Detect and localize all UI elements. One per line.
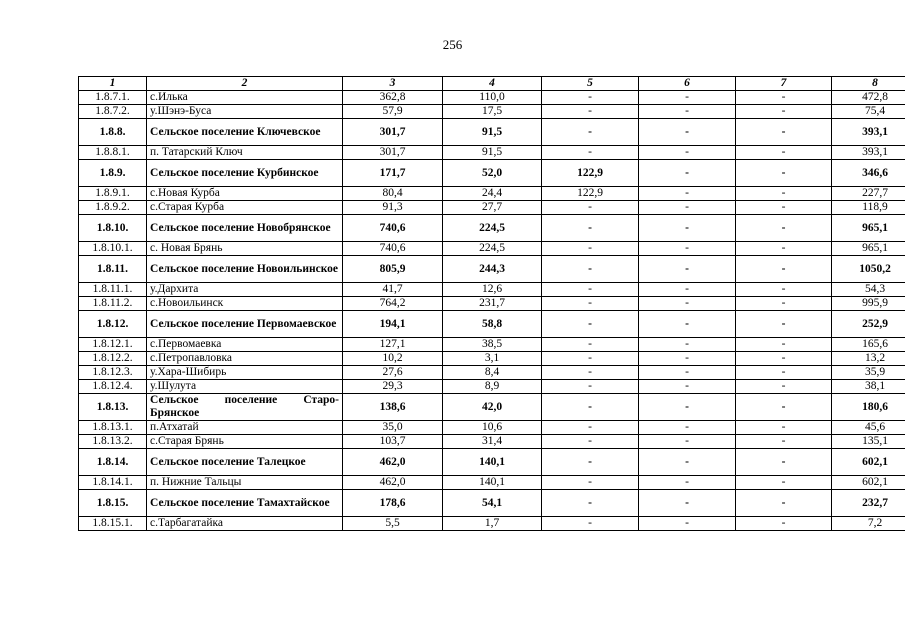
cell-value: - bbox=[639, 394, 736, 421]
cell-value: - bbox=[639, 421, 736, 435]
cell-value: - bbox=[639, 476, 736, 490]
cell-value: 602,1 bbox=[832, 476, 905, 490]
cell-value: 91,5 bbox=[443, 146, 542, 160]
cell-value: 80,4 bbox=[343, 187, 443, 201]
table-row bbox=[79, 476, 905, 490]
table-row-settlement bbox=[79, 160, 905, 187]
cell-value: - bbox=[736, 394, 832, 421]
cell-name: с.Новая Курба bbox=[147, 187, 343, 201]
data-table bbox=[78, 76, 905, 531]
cell-name: с.Старая Брянь bbox=[147, 435, 343, 449]
cell-name: п. Нижние Тальцы bbox=[147, 476, 343, 490]
cell-value: - bbox=[542, 352, 639, 366]
table-row bbox=[79, 380, 905, 394]
cell-value: 965,1 bbox=[832, 242, 905, 256]
cell-value: - bbox=[736, 517, 832, 531]
table-row-settlement bbox=[79, 256, 905, 283]
cell-value: 12,6 bbox=[443, 283, 542, 297]
cell-value: - bbox=[736, 160, 832, 187]
cell-value: - bbox=[542, 366, 639, 380]
column-header: 5 bbox=[542, 77, 639, 91]
cell-value: - bbox=[736, 187, 832, 201]
cell-code: 1.8.11.2. bbox=[79, 297, 147, 311]
cell-code: 1.8.14. bbox=[79, 449, 147, 476]
cell-value: - bbox=[542, 201, 639, 215]
cell-value: - bbox=[542, 215, 639, 242]
cell-code: 1.8.12.2. bbox=[79, 352, 147, 366]
cell-value: 42,0 bbox=[443, 394, 542, 421]
cell-value: - bbox=[542, 146, 639, 160]
cell-value: 194,1 bbox=[343, 311, 443, 338]
cell-code: 1.8.9.1. bbox=[79, 187, 147, 201]
cell-value: 393,1 bbox=[832, 146, 905, 160]
cell-value: 362,8 bbox=[343, 91, 443, 105]
cell-value: 27,7 bbox=[443, 201, 542, 215]
cell-value: - bbox=[639, 311, 736, 338]
cell-value: 224,5 bbox=[443, 242, 542, 256]
table-row bbox=[79, 283, 905, 297]
cell-value: 24,4 bbox=[443, 187, 542, 201]
table-row bbox=[79, 105, 905, 119]
page-number: 256 bbox=[442, 37, 463, 52]
cell-value: - bbox=[639, 449, 736, 476]
cell-value: - bbox=[639, 187, 736, 201]
cell-code: 1.8.12.3. bbox=[79, 366, 147, 380]
cell-value: 602,1 bbox=[832, 449, 905, 476]
cell-value: 227,7 bbox=[832, 187, 905, 201]
cell-value: - bbox=[639, 517, 736, 531]
cell-value: - bbox=[542, 283, 639, 297]
cell-name: у.Дархита bbox=[147, 283, 343, 297]
cell-name: у.Хара-Шибирь bbox=[147, 366, 343, 380]
cell-code: 1.8.10.1. bbox=[79, 242, 147, 256]
cell-value: - bbox=[736, 380, 832, 394]
cell-value: 52,0 bbox=[443, 160, 542, 187]
cell-value: 140,1 bbox=[443, 476, 542, 490]
cell-value: - bbox=[736, 297, 832, 311]
cell-name: Сельское поселение Тамахтайское bbox=[147, 490, 343, 517]
cell-value: - bbox=[639, 283, 736, 297]
cell-value: - bbox=[542, 517, 639, 531]
cell-value: 805,9 bbox=[343, 256, 443, 283]
cell-value: 41,7 bbox=[343, 283, 443, 297]
cell-value: 75,4 bbox=[832, 105, 905, 119]
cell-value: - bbox=[736, 338, 832, 352]
cell-value: 140,1 bbox=[443, 449, 542, 476]
cell-value: - bbox=[639, 91, 736, 105]
table-row-settlement bbox=[79, 394, 905, 421]
cell-value: 127,1 bbox=[343, 338, 443, 352]
cell-code: 1.8.8. bbox=[79, 119, 147, 146]
cell-value: 13,2 bbox=[832, 352, 905, 366]
cell-value: 393,1 bbox=[832, 119, 905, 146]
cell-value: - bbox=[736, 311, 832, 338]
cell-value: - bbox=[639, 201, 736, 215]
cell-name: Сельское поселение Первомаевское bbox=[147, 311, 343, 338]
cell-code: 1.8.8.1. bbox=[79, 146, 147, 160]
cell-value: 58,8 bbox=[443, 311, 542, 338]
cell-value: - bbox=[736, 105, 832, 119]
cell-value: - bbox=[736, 91, 832, 105]
cell-value: 91,5 bbox=[443, 119, 542, 146]
cell-value: - bbox=[542, 476, 639, 490]
cell-value: - bbox=[639, 297, 736, 311]
cell-name: у.Шулута bbox=[147, 380, 343, 394]
cell-value: 17,5 bbox=[443, 105, 542, 119]
cell-value: - bbox=[542, 105, 639, 119]
cell-name: с.Тарбагатайка bbox=[147, 517, 343, 531]
cell-name: с.Илька bbox=[147, 91, 343, 105]
table-row-settlement bbox=[79, 215, 905, 242]
column-header: 1 bbox=[79, 77, 147, 91]
cell-value: 91,3 bbox=[343, 201, 443, 215]
table-row bbox=[79, 366, 905, 380]
cell-value: 231,7 bbox=[443, 297, 542, 311]
cell-value: 10,2 bbox=[343, 352, 443, 366]
cell-value: 29,3 bbox=[343, 380, 443, 394]
cell-value: 472,8 bbox=[832, 91, 905, 105]
cell-value: 5,5 bbox=[343, 517, 443, 531]
cell-value: - bbox=[542, 311, 639, 338]
cell-value: 232,7 bbox=[832, 490, 905, 517]
cell-value: 35,9 bbox=[832, 366, 905, 380]
cell-value: - bbox=[542, 421, 639, 435]
cell-value: 462,0 bbox=[343, 449, 443, 476]
cell-code: 1.8.15. bbox=[79, 490, 147, 517]
table-body bbox=[79, 91, 905, 531]
cell-value: - bbox=[639, 490, 736, 517]
cell-code: 1.8.13.2. bbox=[79, 435, 147, 449]
cell-name: п.Атхатай bbox=[147, 421, 343, 435]
column-header: 4 bbox=[443, 77, 542, 91]
cell-value: 995,9 bbox=[832, 297, 905, 311]
cell-value: 301,7 bbox=[343, 146, 443, 160]
cell-value: - bbox=[542, 338, 639, 352]
cell-value: 35,0 bbox=[343, 421, 443, 435]
cell-value: 346,6 bbox=[832, 160, 905, 187]
cell-value: - bbox=[542, 91, 639, 105]
cell-value: 103,7 bbox=[343, 435, 443, 449]
cell-value: 7,2 bbox=[832, 517, 905, 531]
cell-value: - bbox=[542, 119, 639, 146]
cell-value: 764,2 bbox=[343, 297, 443, 311]
table-row bbox=[79, 517, 905, 531]
cell-code: 1.8.12. bbox=[79, 311, 147, 338]
cell-value: - bbox=[736, 449, 832, 476]
table-row bbox=[79, 352, 905, 366]
cell-value: 57,9 bbox=[343, 105, 443, 119]
table-row bbox=[79, 187, 905, 201]
cell-value: 224,5 bbox=[443, 215, 542, 242]
cell-value: - bbox=[542, 449, 639, 476]
cell-value: - bbox=[736, 242, 832, 256]
cell-value: 165,6 bbox=[832, 338, 905, 352]
column-header: 6 bbox=[639, 77, 736, 91]
cell-code: 1.8.9. bbox=[79, 160, 147, 187]
cell-value: 10,6 bbox=[443, 421, 542, 435]
cell-value: - bbox=[736, 476, 832, 490]
cell-value: - bbox=[542, 490, 639, 517]
cell-value: - bbox=[542, 435, 639, 449]
cell-value: - bbox=[639, 160, 736, 187]
cell-code: 1.8.11. bbox=[79, 256, 147, 283]
table-row bbox=[79, 146, 905, 160]
cell-value: - bbox=[639, 119, 736, 146]
cell-value: 178,6 bbox=[343, 490, 443, 517]
column-header: 8 bbox=[832, 77, 905, 91]
cell-value: - bbox=[736, 146, 832, 160]
cell-value: 171,7 bbox=[343, 160, 443, 187]
cell-value: 45,6 bbox=[832, 421, 905, 435]
cell-value: 122,9 bbox=[542, 160, 639, 187]
table-row bbox=[79, 201, 905, 215]
cell-value: 8,4 bbox=[443, 366, 542, 380]
cell-value: - bbox=[542, 394, 639, 421]
table-row-settlement bbox=[79, 119, 905, 146]
cell-value: - bbox=[639, 242, 736, 256]
cell-value: - bbox=[736, 352, 832, 366]
cell-value: - bbox=[736, 119, 832, 146]
cell-value: - bbox=[736, 435, 832, 449]
cell-value: 740,6 bbox=[343, 215, 443, 242]
cell-name: с.Новоильинск bbox=[147, 297, 343, 311]
cell-value: - bbox=[736, 256, 832, 283]
cell-value: 1050,2 bbox=[832, 256, 905, 283]
cell-value: - bbox=[736, 366, 832, 380]
cell-value: - bbox=[736, 421, 832, 435]
cell-code: 1.8.9.2. bbox=[79, 201, 147, 215]
cell-value: - bbox=[736, 283, 832, 297]
table-row-settlement bbox=[79, 311, 905, 338]
cell-value: 462,0 bbox=[343, 476, 443, 490]
cell-value: - bbox=[639, 256, 736, 283]
table-row bbox=[79, 242, 905, 256]
cell-value: 3,1 bbox=[443, 352, 542, 366]
table-row bbox=[79, 421, 905, 435]
cell-name: Сельское поселение Курбинское bbox=[147, 160, 343, 187]
cell-value: - bbox=[736, 215, 832, 242]
cell-value: 965,1 bbox=[832, 215, 905, 242]
cell-value: - bbox=[542, 297, 639, 311]
cell-code: 1.8.7.2. bbox=[79, 105, 147, 119]
cell-value: - bbox=[542, 256, 639, 283]
cell-value: 110,0 bbox=[443, 91, 542, 105]
cell-value: 54,3 bbox=[832, 283, 905, 297]
cell-value: 252,9 bbox=[832, 311, 905, 338]
table-row bbox=[79, 435, 905, 449]
table-row bbox=[79, 91, 905, 105]
cell-value: 244,3 bbox=[443, 256, 542, 283]
cell-name: Сельское поселение Старо-Брянское bbox=[147, 394, 343, 421]
cell-code: 1.8.15.1. bbox=[79, 517, 147, 531]
cell-value: 8,9 bbox=[443, 380, 542, 394]
cell-value: 122,9 bbox=[542, 187, 639, 201]
cell-value: 118,9 bbox=[832, 201, 905, 215]
cell-name: Сельское поселение Талецкое bbox=[147, 449, 343, 476]
table-row-settlement bbox=[79, 449, 905, 476]
cell-name: Сельское поселение Новоильинское bbox=[147, 256, 343, 283]
cell-name: с.Петропавловка bbox=[147, 352, 343, 366]
cell-name: с.Старая Курба bbox=[147, 201, 343, 215]
cell-value: 54,1 bbox=[443, 490, 542, 517]
cell-value: 301,7 bbox=[343, 119, 443, 146]
cell-value: 740,6 bbox=[343, 242, 443, 256]
cell-code: 1.8.13. bbox=[79, 394, 147, 421]
cell-code: 1.8.13.1. bbox=[79, 421, 147, 435]
column-header: 2 bbox=[147, 77, 343, 91]
cell-value: 135,1 bbox=[832, 435, 905, 449]
cell-value: - bbox=[639, 380, 736, 394]
table-row bbox=[79, 338, 905, 352]
cell-value: - bbox=[639, 105, 736, 119]
cell-value: - bbox=[639, 146, 736, 160]
cell-name: п. Татарский Ключ bbox=[147, 146, 343, 160]
cell-value: - bbox=[639, 215, 736, 242]
column-header: 7 bbox=[736, 77, 832, 91]
cell-value: - bbox=[542, 380, 639, 394]
cell-code: 1.8.12.1. bbox=[79, 338, 147, 352]
cell-name: с.Первомаевка bbox=[147, 338, 343, 352]
cell-value: - bbox=[639, 338, 736, 352]
cell-value: 1,7 bbox=[443, 517, 542, 531]
cell-code: 1.8.7.1. bbox=[79, 91, 147, 105]
cell-value: 180,6 bbox=[832, 394, 905, 421]
cell-code: 1.8.11.1. bbox=[79, 283, 147, 297]
cell-value: - bbox=[736, 490, 832, 517]
cell-name: с. Новая Брянь bbox=[147, 242, 343, 256]
cell-value: - bbox=[639, 435, 736, 449]
cell-name: у.Шэнэ-Буса bbox=[147, 105, 343, 119]
cell-value: 38,5 bbox=[443, 338, 542, 352]
cell-code: 1.8.14.1. bbox=[79, 476, 147, 490]
cell-value: - bbox=[736, 201, 832, 215]
cell-value: 27,6 bbox=[343, 366, 443, 380]
cell-name: Сельское поселение Ключевское bbox=[147, 119, 343, 146]
cell-value: - bbox=[542, 242, 639, 256]
cell-code: 1.8.12.4. bbox=[79, 380, 147, 394]
cell-value: 38,1 bbox=[832, 380, 905, 394]
table-header-row bbox=[79, 77, 905, 91]
cell-value: - bbox=[639, 366, 736, 380]
column-header: 3 bbox=[343, 77, 443, 91]
table-row-settlement bbox=[79, 490, 905, 517]
cell-value: 138,6 bbox=[343, 394, 443, 421]
cell-code: 1.8.10. bbox=[79, 215, 147, 242]
cell-name: Сельское поселение Новобрянское bbox=[147, 215, 343, 242]
cell-value: 31,4 bbox=[443, 435, 542, 449]
cell-value: - bbox=[639, 352, 736, 366]
table-row bbox=[79, 297, 905, 311]
